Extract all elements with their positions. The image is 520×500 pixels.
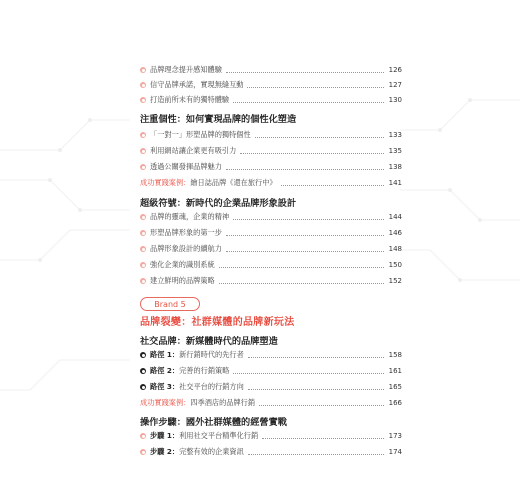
toc-entry-label: [140, 398, 255, 408]
bullet-icon: [140, 262, 146, 268]
toc-page-number: 127: [388, 81, 402, 89]
leader-dots: [233, 102, 384, 103]
toc-entry-label: 信守品牌承諾，實現無縫互動: [150, 80, 244, 89]
toc-page-number: 152: [388, 277, 402, 285]
toc-entry-label: [150, 366, 229, 376]
leader-dots: [248, 454, 384, 455]
toc-entry[interactable]: [140, 79, 402, 91]
toc-entry-label: 建立鮮明的品牌策略: [150, 276, 215, 285]
toc-entry-label: 形塑品牌形象的第一步: [150, 228, 222, 237]
toc-entry[interactable]: [140, 446, 402, 458]
bullet-icon: [140, 97, 146, 103]
toc-entry[interactable]: [140, 430, 402, 442]
toc-page-number: 135: [388, 147, 402, 155]
bullet-icon: [140, 164, 146, 170]
bullet-icon: [140, 132, 146, 138]
toc-entry[interactable]: [140, 64, 402, 76]
toc-entry[interactable]: [140, 259, 402, 271]
bullet-icon: [140, 384, 146, 390]
toc-entry-label: 打造前所未有的獨特體驗: [150, 95, 230, 104]
toc-entry-label: 透過公關發揮品牌魅力: [150, 162, 222, 171]
toc-page-number: 141: [388, 179, 402, 187]
case-prefix: 成功實踐案例：: [140, 178, 191, 187]
bullet-icon: [140, 352, 146, 358]
toc-entry[interactable]: [140, 211, 402, 223]
case-text: 四季酒店的品牌行銷: [190, 398, 256, 407]
toc-case-entry[interactable]: [140, 397, 402, 409]
bullet-icon: [140, 278, 146, 284]
toc-page-number: 165: [388, 383, 402, 391]
entry-prefix: 步驟 2：: [150, 447, 180, 456]
toc-page-number: 146: [388, 229, 402, 237]
chapter-title: 品牌裂變：社群媒體的品牌新玩法: [140, 317, 295, 328]
toc-page-number: 130: [388, 96, 402, 104]
entry-text: 社交平台的行銷方向: [179, 382, 244, 391]
entry-text: 利用社交平台精準化行銷: [179, 431, 259, 440]
leader-dots: [247, 87, 384, 88]
section-title: 操作步驟：國外社群媒體的經營實戰: [140, 417, 287, 428]
leader-dots: [226, 169, 384, 170]
toc-entry[interactable]: [140, 94, 402, 106]
bullet-icon: [140, 368, 146, 374]
toc-entry-label: [140, 178, 277, 188]
leader-dots: [219, 267, 384, 268]
leader-dots: [233, 219, 384, 220]
toc-page-number: 174: [388, 448, 402, 456]
chapter-badge: Brand 5: [140, 297, 200, 311]
toc-entry[interactable]: [140, 243, 402, 255]
bullet-icon: [140, 230, 146, 236]
section-title: 注重個性：如何實現品牌的個性化塑造: [140, 114, 297, 125]
leader-dots: [219, 283, 384, 284]
toc-case-entry[interactable]: [140, 177, 402, 189]
toc-page-number: 138: [388, 163, 402, 171]
toc-entry-label: 「一對一」形塑品牌的獨特個性: [150, 130, 251, 139]
toc-entry-label: 品牌的靈魂，企業的精神: [150, 212, 230, 221]
bullet-icon: [140, 67, 146, 73]
toc-entry[interactable]: [140, 227, 402, 239]
entry-prefix: 路徑 1：: [150, 350, 180, 359]
section-title: 超級符號：新時代的企業品牌形象設計: [140, 198, 297, 209]
toc-entry-label: [150, 382, 244, 392]
leader-dots: [262, 438, 384, 439]
leader-dots: [248, 389, 384, 390]
case-text: 繪日誌品牌《還在旅行中》: [190, 178, 277, 187]
leader-dots: [255, 137, 384, 138]
bullet-icon: [140, 82, 146, 88]
toc-entry-label: 品牌理念提升感知體驗: [150, 65, 222, 74]
toc-page-number: 161: [388, 367, 402, 375]
leader-dots: [226, 72, 384, 73]
toc-entry-label: [150, 431, 258, 441]
toc-entry-label: 強化企業的識別系統: [150, 260, 215, 269]
toc-page-number: 158: [388, 351, 402, 359]
entry-prefix: 步驟 1：: [150, 431, 180, 440]
entry-text: 完整有效的企業資訊: [179, 447, 244, 456]
bullet-icon: [140, 148, 146, 154]
case-prefix: 成功實踐案例：: [140, 398, 191, 407]
toc-page-number: 133: [388, 131, 402, 139]
leader-dots: [233, 373, 384, 374]
bullet-icon: [140, 433, 146, 439]
bullet-icon: [140, 214, 146, 220]
toc-page-number: 126: [388, 66, 402, 74]
toc-entry-label: 品牌形象設計的續航力: [150, 244, 222, 253]
toc-page-number: 144: [388, 213, 402, 221]
entry-prefix: 路徑 3：: [150, 382, 180, 391]
toc-page-number: 173: [388, 432, 402, 440]
leader-dots: [240, 153, 384, 154]
toc-page-number: 150: [388, 261, 402, 269]
toc-entry[interactable]: [140, 349, 402, 361]
toc-entry-label: [150, 350, 244, 360]
toc-entry[interactable]: [140, 381, 402, 393]
entry-text: 新行銷時代的先行者: [179, 350, 244, 359]
leader-dots: [259, 405, 384, 406]
leader-dots: [248, 357, 384, 358]
section-title: 社交品牌：新媒體時代的品牌塑造: [140, 336, 278, 347]
leader-dots: [226, 251, 384, 252]
leader-dots: [281, 185, 384, 186]
toc-entry-label: [150, 447, 244, 457]
toc-entry[interactable]: [140, 129, 402, 141]
toc-page-number: 148: [388, 245, 402, 253]
bullet-icon: [140, 246, 146, 252]
toc-entry[interactable]: [140, 145, 402, 157]
entry-text: 完善的行銷策略: [179, 366, 230, 375]
toc-entry[interactable]: [140, 275, 402, 287]
toc-page-number: 166: [388, 399, 402, 407]
entry-prefix: 路徑 2：: [150, 366, 180, 375]
leader-dots: [226, 235, 384, 236]
toc-entry-label: 利用網站讓企業更有吸引力: [150, 146, 237, 155]
toc-entry[interactable]: [140, 161, 402, 173]
bullet-icon: [140, 449, 146, 455]
toc-entry[interactable]: [140, 365, 402, 377]
